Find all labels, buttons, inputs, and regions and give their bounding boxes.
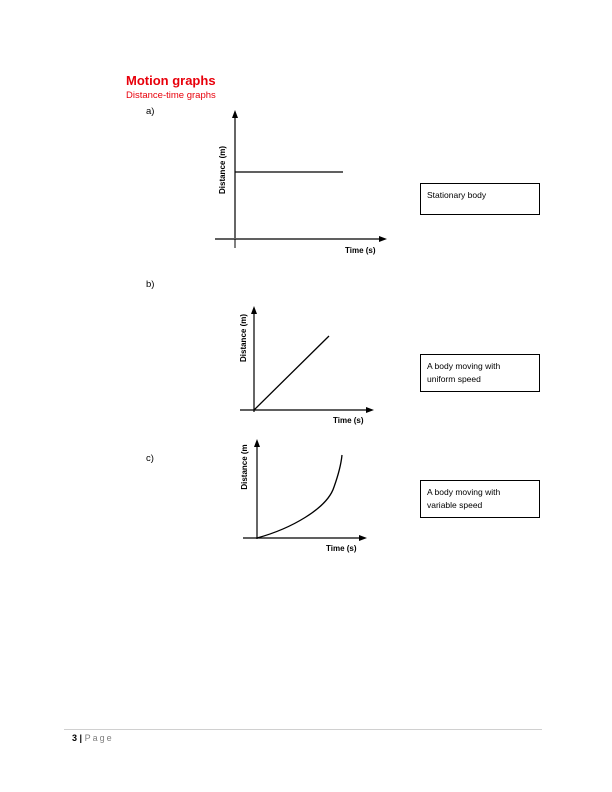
footer-divider xyxy=(64,729,542,730)
graph-c-description-box xyxy=(420,480,540,518)
graph-a-description: Stationary body xyxy=(427,190,487,200)
graph-b-line xyxy=(254,336,329,410)
graph-b-y-arrow xyxy=(251,306,257,314)
graph-a-y-arrow xyxy=(232,110,238,118)
footer-separator: | xyxy=(79,733,83,743)
graph-b-ylabel: Distance (m) xyxy=(239,313,248,363)
graph-c-description-line1: A body moving with xyxy=(427,487,501,497)
graph-c-description-line2: variable speed xyxy=(427,500,483,510)
graph-c-label: c) xyxy=(146,453,154,464)
graph-b-x-arrow xyxy=(366,407,374,413)
graph-b-xlabel: Time (s) xyxy=(333,416,364,425)
graph-a-x-arrow xyxy=(379,236,387,242)
graph-a-description-box xyxy=(420,183,540,215)
graph-a-ylabel: Distance (m) xyxy=(218,145,227,195)
graph-b-description-box xyxy=(420,354,540,392)
page-title: Motion graphs xyxy=(126,73,216,88)
graph-c-curve xyxy=(257,455,342,538)
graph-a-xlabel: Time (s) xyxy=(345,246,376,255)
section-subtitle: Distance-time graphs xyxy=(126,90,216,101)
graph-c-x-arrow xyxy=(359,535,367,541)
graph-a-stationary xyxy=(205,108,395,258)
graph-b-label: b) xyxy=(146,279,155,290)
graph-c-ylabel: Distance (m xyxy=(240,444,249,490)
graph-c-xlabel: Time (s) xyxy=(326,544,357,553)
graph-c-variable-speed xyxy=(235,437,375,557)
graph-c-y-arrow xyxy=(254,439,260,447)
graph-b-description-line1: A body moving with xyxy=(427,361,501,371)
page-word: Page xyxy=(84,733,114,743)
page-number: 3 xyxy=(72,733,78,743)
graph-b-uniform-speed xyxy=(232,302,382,427)
page-footer xyxy=(72,733,114,743)
graph-b-description-line2: uniform speed xyxy=(427,374,481,384)
graph-a-label: a) xyxy=(146,106,155,117)
